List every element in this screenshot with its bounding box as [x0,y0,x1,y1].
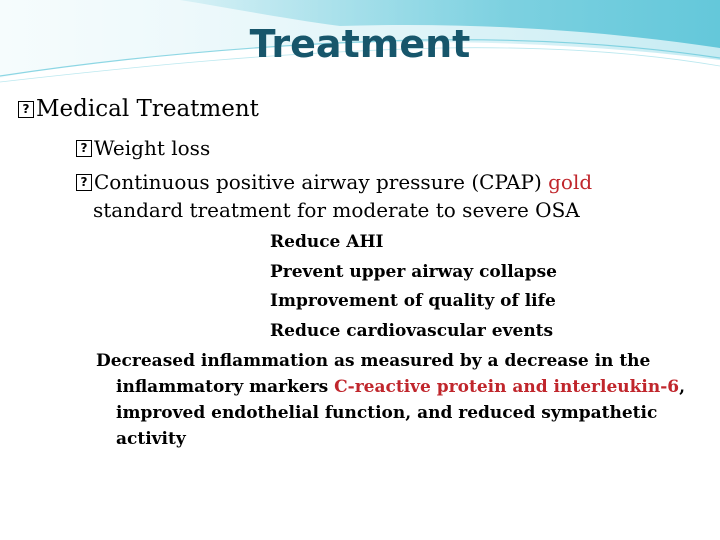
level2-text: Weight loss [94,136,211,160]
benefit-item: Reduce AHI [270,232,384,252]
level2-item [76,170,592,194]
benefit-item: Prevent upper airway collapse [270,262,557,282]
bullet-icon [76,174,92,191]
bullet-icon [76,140,92,157]
bullet-icon [18,101,34,118]
paragraph-line [116,377,685,397]
level1-item [18,96,259,122]
slide-title: Treatment [249,22,471,66]
level2-text: Continuous positive airway pressure (CPAP) [94,170,549,194]
level2-continuation: standard treatment for moderate to severe OSA [93,198,580,222]
paragraph-line: Decreased inflammation as measured by a decrease in the [96,351,651,371]
benefit-item: Reduce cardiovascular events [270,321,554,341]
highlight-text: C-reactive protein and interleukin-6 [334,377,680,397]
level1-text: Medical Treatment [36,96,259,122]
level2-item [76,136,210,160]
paragraph-line: activity [116,429,186,449]
highlight-text: gold [548,170,593,194]
benefit-item: Improvement of quality of life [270,291,556,311]
paragraph-text: inflammatory markers [116,377,335,397]
paragraph-line: improved endothelial function, and reduced sympathetic [116,403,658,423]
paragraph-text: , [679,377,686,397]
